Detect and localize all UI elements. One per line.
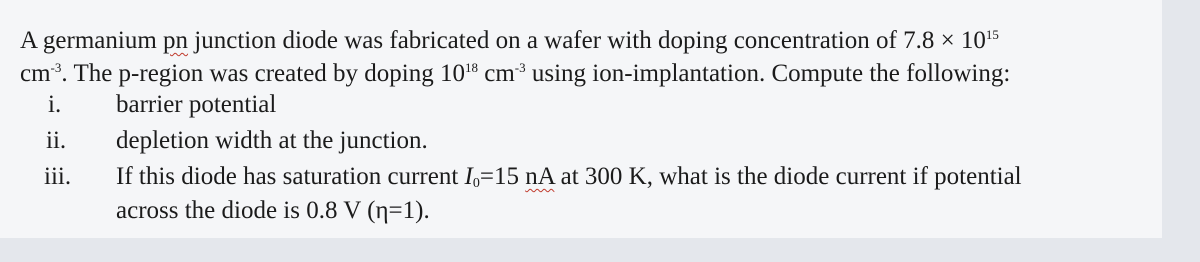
intro-line-2: $cm^{-3}$. The p-region was created by doping $10^{18}$ $cm^{-3}$ using ion-implantation. Compute the following:: [20, 60, 1011, 87]
unit-na: nA: [525, 163, 555, 190]
item-text-3: If this diode has saturation current $I_0=15$ nA at 300 K, what is the diode current if potential: [116, 163, 1022, 191]
item-text-1: barrier potential: [116, 91, 277, 118]
item-number-1: i.: [48, 91, 62, 118]
exponent: 18: [464, 60, 478, 75]
item-number-3: iii.: [44, 163, 72, 190]
item-number-2: ii.: [46, 127, 67, 154]
current-symbol: I: [464, 163, 473, 190]
item-text-2: depletion width at the junction.: [116, 127, 428, 154]
exponent: -3: [50, 60, 62, 75]
exponent: -3: [514, 60, 526, 75]
pn-term: pn: [163, 27, 189, 54]
intro-line-1: A germanium pn junction diode was fabricated on a wafer with doping concentration of $7.8 \times 10^{15}$: [20, 27, 999, 54]
exponent: 15: [985, 27, 999, 42]
item-text-3-line-2: across the diode is 0.8 V (η=1).: [116, 197, 430, 224]
question-intro: [20, 24, 1010, 90]
